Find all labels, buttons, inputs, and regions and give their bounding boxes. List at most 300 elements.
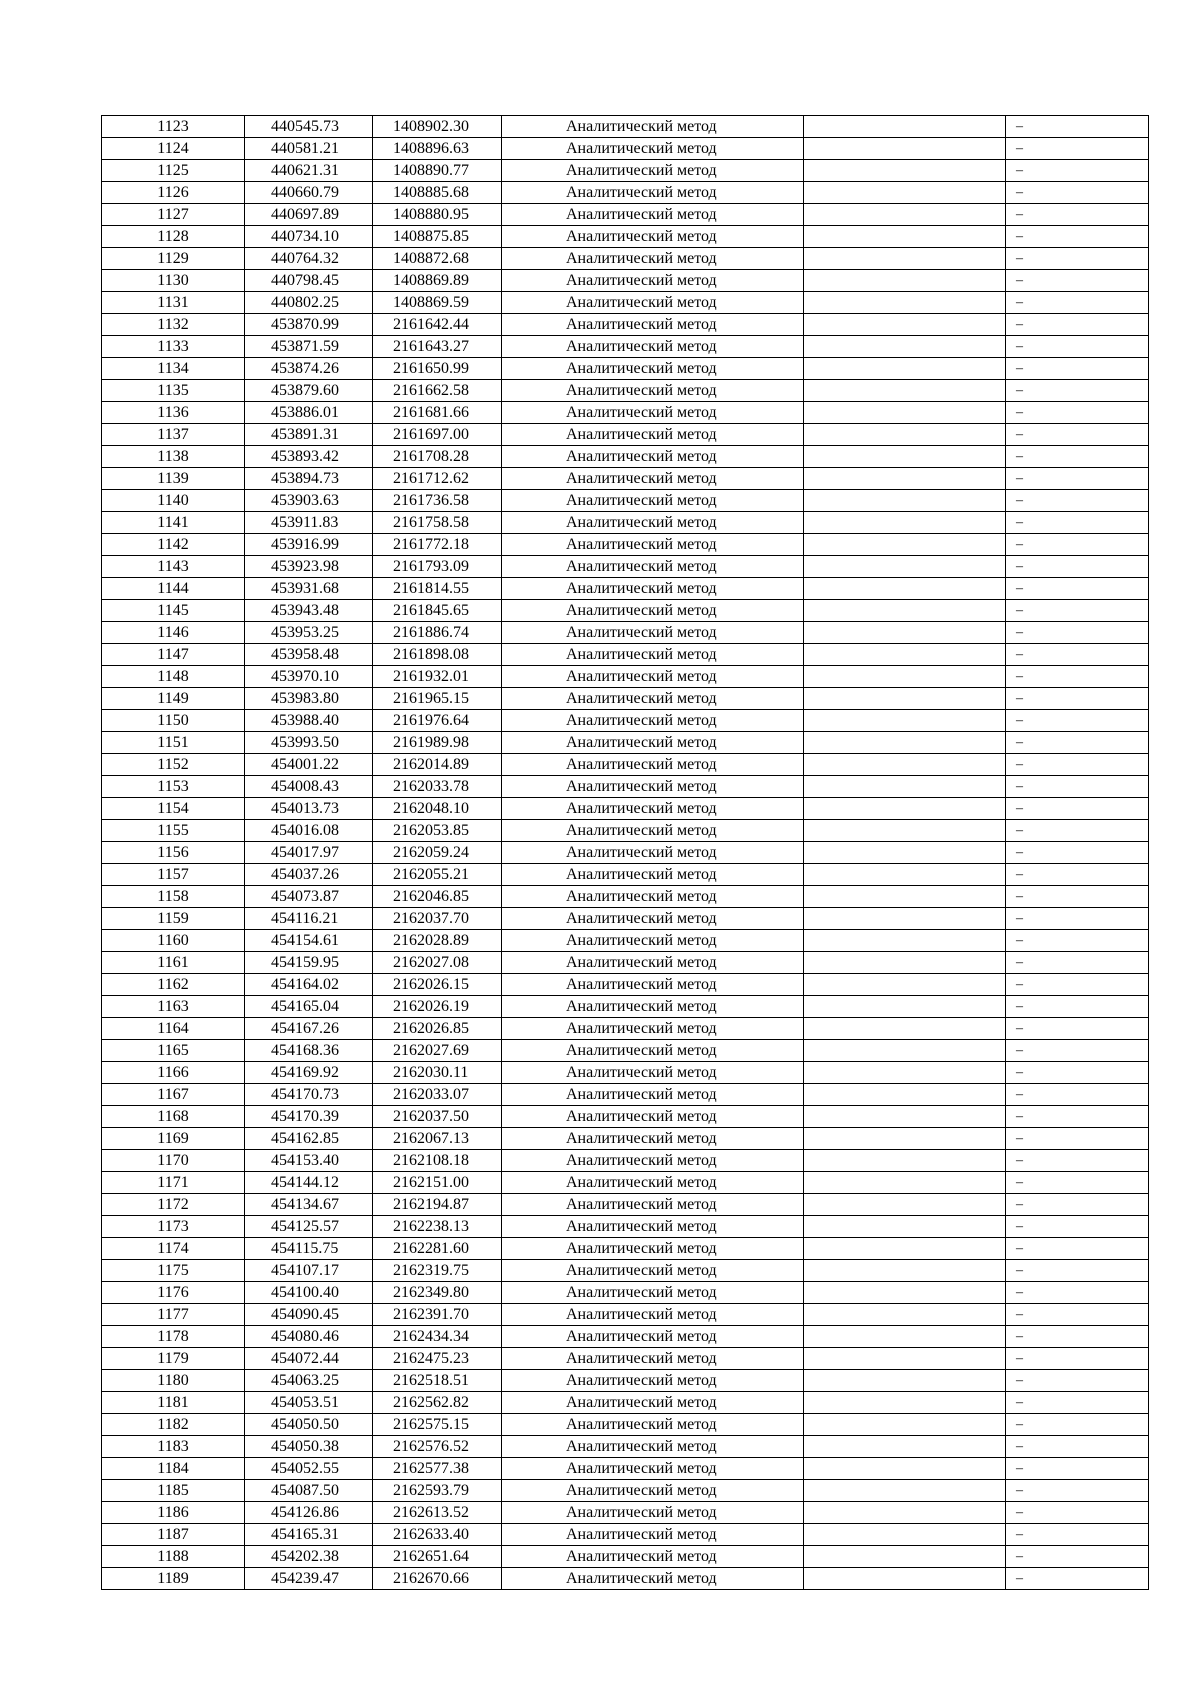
point-number-cell: 1163	[102, 996, 245, 1018]
empty-cell	[804, 1326, 1006, 1348]
method-cell: Аналитический метод	[502, 182, 804, 204]
empty-cell	[804, 842, 1006, 864]
dash-cell: –	[1006, 468, 1149, 490]
table-row	[102, 952, 1149, 974]
y-coordinate-cell: 2162014.89	[373, 754, 502, 776]
table-row	[102, 1392, 1149, 1414]
y-coordinate-cell: 2162026.19	[373, 996, 502, 1018]
empty-cell	[804, 754, 1006, 776]
x-coordinate-cell: 454008.43	[245, 776, 373, 798]
dash-cell: –	[1006, 1458, 1149, 1480]
point-number-cell: 1158	[102, 886, 245, 908]
point-number-cell: 1179	[102, 1348, 245, 1370]
method-cell: Аналитический метод	[502, 358, 804, 380]
empty-cell	[804, 666, 1006, 688]
table-row	[102, 1524, 1149, 1546]
method-cell: Аналитический метод	[502, 1348, 804, 1370]
dash-cell: –	[1006, 842, 1149, 864]
x-coordinate-cell: 453871.59	[245, 336, 373, 358]
table-row	[102, 644, 1149, 666]
empty-cell	[804, 182, 1006, 204]
table-row	[102, 710, 1149, 732]
empty-cell	[804, 1018, 1006, 1040]
empty-cell	[804, 380, 1006, 402]
method-cell: Аналитический метод	[502, 600, 804, 622]
dash-cell: –	[1006, 204, 1149, 226]
point-number-cell: 1153	[102, 776, 245, 798]
x-coordinate-cell: 453970.10	[245, 666, 373, 688]
x-coordinate-cell: 454016.08	[245, 820, 373, 842]
x-coordinate-cell: 454162.85	[245, 1128, 373, 1150]
x-coordinate-cell: 453891.31	[245, 424, 373, 446]
x-coordinate-cell: 453903.63	[245, 490, 373, 512]
method-cell: Аналитический метод	[502, 1084, 804, 1106]
empty-cell	[804, 1282, 1006, 1304]
dash-cell: –	[1006, 820, 1149, 842]
dash-cell: –	[1006, 996, 1149, 1018]
empty-cell	[804, 864, 1006, 886]
x-coordinate-cell: 453993.50	[245, 732, 373, 754]
y-coordinate-cell: 2162238.13	[373, 1216, 502, 1238]
method-cell: Аналитический метод	[502, 380, 804, 402]
dash-cell: –	[1006, 1414, 1149, 1436]
x-coordinate-cell: 440802.25	[245, 292, 373, 314]
y-coordinate-cell: 2162651.64	[373, 1546, 502, 1568]
method-cell: Аналитический метод	[502, 710, 804, 732]
y-coordinate-cell: 2161712.62	[373, 468, 502, 490]
y-coordinate-cell: 2161814.55	[373, 578, 502, 600]
point-number-cell: 1172	[102, 1194, 245, 1216]
point-number-cell: 1171	[102, 1172, 245, 1194]
empty-cell	[804, 798, 1006, 820]
x-coordinate-cell: 454100.40	[245, 1282, 373, 1304]
dash-cell: –	[1006, 1216, 1149, 1238]
x-coordinate-cell: 454170.73	[245, 1084, 373, 1106]
point-number-cell: 1132	[102, 314, 245, 336]
method-cell: Аналитический метод	[502, 666, 804, 688]
dash-cell: –	[1006, 226, 1149, 248]
dash-cell: –	[1006, 1282, 1149, 1304]
y-coordinate-cell: 2161708.28	[373, 446, 502, 468]
method-cell: Аналитический метод	[502, 974, 804, 996]
table-row	[102, 1216, 1149, 1238]
table-row	[102, 292, 1149, 314]
y-coordinate-cell: 1408869.59	[373, 292, 502, 314]
y-coordinate-cell: 2162037.70	[373, 908, 502, 930]
point-number-cell: 1187	[102, 1524, 245, 1546]
x-coordinate-cell: 453983.80	[245, 688, 373, 710]
table-row	[102, 358, 1149, 380]
method-cell: Аналитический метод	[502, 160, 804, 182]
method-cell: Аналитический метод	[502, 446, 804, 468]
dash-cell: –	[1006, 358, 1149, 380]
dash-cell: –	[1006, 160, 1149, 182]
table-row	[102, 974, 1149, 996]
table-row	[102, 1106, 1149, 1128]
y-coordinate-cell: 2162151.00	[373, 1172, 502, 1194]
dash-cell: –	[1006, 1062, 1149, 1084]
x-coordinate-cell: 454115.75	[245, 1238, 373, 1260]
point-number-cell: 1154	[102, 798, 245, 820]
method-cell: Аналитический метод	[502, 1436, 804, 1458]
method-cell: Аналитический метод	[502, 1502, 804, 1524]
empty-cell	[804, 336, 1006, 358]
y-coordinate-cell: 2162434.34	[373, 1326, 502, 1348]
table-row	[102, 1018, 1149, 1040]
x-coordinate-cell: 440734.10	[245, 226, 373, 248]
y-coordinate-cell: 2162576.52	[373, 1436, 502, 1458]
x-coordinate-cell: 453923.98	[245, 556, 373, 578]
y-coordinate-cell: 1408902.30	[373, 116, 502, 138]
point-number-cell: 1151	[102, 732, 245, 754]
x-coordinate-cell: 453943.48	[245, 600, 373, 622]
point-number-cell: 1176	[102, 1282, 245, 1304]
empty-cell	[804, 1238, 1006, 1260]
point-number-cell: 1157	[102, 864, 245, 886]
dash-cell: –	[1006, 380, 1149, 402]
method-cell: Аналитический метод	[502, 1128, 804, 1150]
x-coordinate-cell: 453911.83	[245, 512, 373, 534]
empty-cell	[804, 1062, 1006, 1084]
y-coordinate-cell: 2162391.70	[373, 1304, 502, 1326]
empty-cell	[804, 776, 1006, 798]
empty-cell	[804, 446, 1006, 468]
y-coordinate-cell: 2161793.09	[373, 556, 502, 578]
table-row	[102, 1084, 1149, 1106]
empty-cell	[804, 622, 1006, 644]
table-row	[102, 776, 1149, 798]
x-coordinate-cell: 454087.50	[245, 1480, 373, 1502]
table-row	[102, 160, 1149, 182]
table-row	[102, 1458, 1149, 1480]
point-number-cell: 1186	[102, 1502, 245, 1524]
y-coordinate-cell: 2162059.24	[373, 842, 502, 864]
method-cell: Аналитический метод	[502, 1568, 804, 1590]
dash-cell: –	[1006, 1106, 1149, 1128]
method-cell: Аналитический метод	[502, 930, 804, 952]
dash-cell: –	[1006, 1194, 1149, 1216]
table-row	[102, 688, 1149, 710]
y-coordinate-cell: 2161976.64	[373, 710, 502, 732]
x-coordinate-cell: 453894.73	[245, 468, 373, 490]
table-row	[102, 1062, 1149, 1084]
method-cell: Аналитический метод	[502, 776, 804, 798]
x-coordinate-cell: 454072.44	[245, 1348, 373, 1370]
table-row	[102, 1172, 1149, 1194]
y-coordinate-cell: 2161650.99	[373, 358, 502, 380]
empty-cell	[804, 996, 1006, 1018]
dash-cell: –	[1006, 710, 1149, 732]
point-number-cell: 1161	[102, 952, 245, 974]
point-number-cell: 1173	[102, 1216, 245, 1238]
dash-cell: –	[1006, 1326, 1149, 1348]
coordinates-table	[101, 115, 1149, 1590]
x-coordinate-cell: 454154.61	[245, 930, 373, 952]
method-cell: Аналитический метод	[502, 424, 804, 446]
method-cell: Аналитический метод	[502, 1480, 804, 1502]
x-coordinate-cell: 454013.73	[245, 798, 373, 820]
method-cell: Аналитический метод	[502, 1106, 804, 1128]
method-cell: Аналитический метод	[502, 314, 804, 336]
empty-cell	[804, 1436, 1006, 1458]
y-coordinate-cell: 2162475.23	[373, 1348, 502, 1370]
y-coordinate-cell: 1408869.89	[373, 270, 502, 292]
method-cell: Аналитический метод	[502, 226, 804, 248]
y-coordinate-cell: 1408872.68	[373, 248, 502, 270]
y-coordinate-cell: 2162108.18	[373, 1150, 502, 1172]
table-row	[102, 578, 1149, 600]
empty-cell	[804, 1106, 1006, 1128]
empty-cell	[804, 402, 1006, 424]
table-row	[102, 1348, 1149, 1370]
method-cell: Аналитический метод	[502, 336, 804, 358]
point-number-cell: 1178	[102, 1326, 245, 1348]
x-coordinate-cell: 453879.60	[245, 380, 373, 402]
x-coordinate-cell: 440581.21	[245, 138, 373, 160]
point-number-cell: 1189	[102, 1568, 245, 1590]
point-number-cell: 1142	[102, 534, 245, 556]
y-coordinate-cell: 2162033.07	[373, 1084, 502, 1106]
y-coordinate-cell: 2161845.65	[373, 600, 502, 622]
method-cell: Аналитический метод	[502, 1326, 804, 1348]
method-cell: Аналитический метод	[502, 468, 804, 490]
point-number-cell: 1130	[102, 270, 245, 292]
point-number-cell: 1127	[102, 204, 245, 226]
x-coordinate-cell: 454107.17	[245, 1260, 373, 1282]
x-coordinate-cell: 453916.99	[245, 534, 373, 556]
y-coordinate-cell: 2162048.10	[373, 798, 502, 820]
dash-cell: –	[1006, 886, 1149, 908]
table-row	[102, 204, 1149, 226]
method-cell: Аналитический метод	[502, 908, 804, 930]
point-number-cell: 1140	[102, 490, 245, 512]
dash-cell: –	[1006, 1546, 1149, 1568]
point-number-cell: 1152	[102, 754, 245, 776]
point-number-cell: 1167	[102, 1084, 245, 1106]
point-number-cell: 1155	[102, 820, 245, 842]
point-number-cell: 1188	[102, 1546, 245, 1568]
table-row	[102, 996, 1149, 1018]
y-coordinate-cell: 2162633.40	[373, 1524, 502, 1546]
y-coordinate-cell: 2161643.27	[373, 336, 502, 358]
table-row	[102, 402, 1149, 424]
empty-cell	[804, 226, 1006, 248]
empty-cell	[804, 1150, 1006, 1172]
dash-cell: –	[1006, 578, 1149, 600]
y-coordinate-cell: 2162028.89	[373, 930, 502, 952]
method-cell: Аналитический метод	[502, 1216, 804, 1238]
dash-cell: –	[1006, 1348, 1149, 1370]
empty-cell	[804, 600, 1006, 622]
method-cell: Аналитический метод	[502, 490, 804, 512]
dash-cell: –	[1006, 512, 1149, 534]
y-coordinate-cell: 1408875.85	[373, 226, 502, 248]
empty-cell	[804, 732, 1006, 754]
dash-cell: –	[1006, 974, 1149, 996]
dash-cell: –	[1006, 1040, 1149, 1062]
empty-cell	[804, 1040, 1006, 1062]
point-number-cell: 1123	[102, 116, 245, 138]
dash-cell: –	[1006, 1480, 1149, 1502]
empty-cell	[804, 1546, 1006, 1568]
point-number-cell: 1137	[102, 424, 245, 446]
point-number-cell: 1148	[102, 666, 245, 688]
table-row	[102, 1480, 1149, 1502]
method-cell: Аналитический метод	[502, 1040, 804, 1062]
y-coordinate-cell: 2162562.82	[373, 1392, 502, 1414]
y-coordinate-cell: 2161772.18	[373, 534, 502, 556]
table-row	[102, 754, 1149, 776]
dash-cell: –	[1006, 732, 1149, 754]
point-number-cell: 1168	[102, 1106, 245, 1128]
table-row	[102, 116, 1149, 138]
point-number-cell: 1141	[102, 512, 245, 534]
y-coordinate-cell: 2161965.15	[373, 688, 502, 710]
point-number-cell: 1183	[102, 1436, 245, 1458]
method-cell: Аналитический метод	[502, 204, 804, 226]
table-row	[102, 622, 1149, 644]
x-coordinate-cell: 454050.50	[245, 1414, 373, 1436]
x-coordinate-cell: 454001.22	[245, 754, 373, 776]
table-row	[102, 248, 1149, 270]
method-cell: Аналитический метод	[502, 1392, 804, 1414]
x-coordinate-cell: 440798.45	[245, 270, 373, 292]
dash-cell: –	[1006, 600, 1149, 622]
method-cell: Аналитический метод	[502, 1150, 804, 1172]
point-number-cell: 1156	[102, 842, 245, 864]
empty-cell	[804, 908, 1006, 930]
empty-cell	[804, 644, 1006, 666]
x-coordinate-cell: 454052.55	[245, 1458, 373, 1480]
empty-cell	[804, 1370, 1006, 1392]
table-row	[102, 1304, 1149, 1326]
method-cell: Аналитический метод	[502, 138, 804, 160]
empty-cell	[804, 204, 1006, 226]
empty-cell	[804, 1458, 1006, 1480]
y-coordinate-cell: 2161989.98	[373, 732, 502, 754]
y-coordinate-cell: 2162033.78	[373, 776, 502, 798]
empty-cell	[804, 1194, 1006, 1216]
point-number-cell: 1149	[102, 688, 245, 710]
point-number-cell: 1136	[102, 402, 245, 424]
y-coordinate-cell: 2162518.51	[373, 1370, 502, 1392]
point-number-cell: 1184	[102, 1458, 245, 1480]
method-cell: Аналитический метод	[502, 886, 804, 908]
x-coordinate-cell: 454144.12	[245, 1172, 373, 1194]
table-row	[102, 1040, 1149, 1062]
table-row	[102, 1194, 1149, 1216]
y-coordinate-cell: 2162593.79	[373, 1480, 502, 1502]
method-cell: Аналитический метод	[502, 1546, 804, 1568]
point-number-cell: 1164	[102, 1018, 245, 1040]
point-number-cell: 1177	[102, 1304, 245, 1326]
method-cell: Аналитический метод	[502, 556, 804, 578]
y-coordinate-cell: 2162026.85	[373, 1018, 502, 1040]
point-number-cell: 1185	[102, 1480, 245, 1502]
x-coordinate-cell: 453886.01	[245, 402, 373, 424]
x-coordinate-cell: 454017.97	[245, 842, 373, 864]
point-number-cell: 1162	[102, 974, 245, 996]
point-number-cell: 1134	[102, 358, 245, 380]
empty-cell	[804, 1216, 1006, 1238]
y-coordinate-cell: 2161681.66	[373, 402, 502, 424]
dash-cell: –	[1006, 908, 1149, 930]
y-coordinate-cell: 2161932.01	[373, 666, 502, 688]
method-cell: Аналитический метод	[502, 732, 804, 754]
table-row	[102, 1260, 1149, 1282]
dash-cell: –	[1006, 952, 1149, 974]
empty-cell	[804, 1414, 1006, 1436]
dash-cell: –	[1006, 1238, 1149, 1260]
empty-cell	[804, 1480, 1006, 1502]
dash-cell: –	[1006, 688, 1149, 710]
method-cell: Аналитический метод	[502, 1172, 804, 1194]
empty-cell	[804, 358, 1006, 380]
dash-cell: –	[1006, 1260, 1149, 1282]
table-row	[102, 1370, 1149, 1392]
method-cell: Аналитический метод	[502, 1194, 804, 1216]
table-row	[102, 1282, 1149, 1304]
table-row	[102, 1546, 1149, 1568]
x-coordinate-cell: 454164.02	[245, 974, 373, 996]
empty-cell	[804, 138, 1006, 160]
table-row	[102, 666, 1149, 688]
x-coordinate-cell: 454167.26	[245, 1018, 373, 1040]
method-cell: Аналитический метод	[502, 1414, 804, 1436]
empty-cell	[804, 490, 1006, 512]
x-coordinate-cell: 454159.95	[245, 952, 373, 974]
dash-cell: –	[1006, 292, 1149, 314]
empty-cell	[804, 820, 1006, 842]
x-coordinate-cell: 453870.99	[245, 314, 373, 336]
point-number-cell: 1182	[102, 1414, 245, 1436]
dash-cell: –	[1006, 754, 1149, 776]
y-coordinate-cell: 2162670.66	[373, 1568, 502, 1590]
table-row	[102, 1568, 1149, 1590]
empty-cell	[804, 1502, 1006, 1524]
dash-cell: –	[1006, 798, 1149, 820]
empty-cell	[804, 1524, 1006, 1546]
point-number-cell: 1125	[102, 160, 245, 182]
method-cell: Аналитический метод	[502, 798, 804, 820]
method-cell: Аналитический метод	[502, 952, 804, 974]
dash-cell: –	[1006, 314, 1149, 336]
y-coordinate-cell: 2162067.13	[373, 1128, 502, 1150]
y-coordinate-cell: 2162053.85	[373, 820, 502, 842]
method-cell: Аналитический метод	[502, 402, 804, 424]
dash-cell: –	[1006, 1392, 1149, 1414]
x-coordinate-cell: 453988.40	[245, 710, 373, 732]
y-coordinate-cell: 1408880.95	[373, 204, 502, 226]
empty-cell	[804, 578, 1006, 600]
method-cell: Аналитический метод	[502, 1018, 804, 1040]
y-coordinate-cell: 2162026.15	[373, 974, 502, 996]
dash-cell: –	[1006, 446, 1149, 468]
dash-cell: –	[1006, 1524, 1149, 1546]
point-number-cell: 1129	[102, 248, 245, 270]
empty-cell	[804, 468, 1006, 490]
point-number-cell: 1144	[102, 578, 245, 600]
method-cell: Аналитический метод	[502, 842, 804, 864]
table-row	[102, 1502, 1149, 1524]
x-coordinate-cell: 453893.42	[245, 446, 373, 468]
dash-cell: –	[1006, 1128, 1149, 1150]
y-coordinate-cell: 2162027.08	[373, 952, 502, 974]
point-number-cell: 1138	[102, 446, 245, 468]
table-row	[102, 512, 1149, 534]
dash-cell: –	[1006, 1084, 1149, 1106]
y-coordinate-cell: 2161697.00	[373, 424, 502, 446]
